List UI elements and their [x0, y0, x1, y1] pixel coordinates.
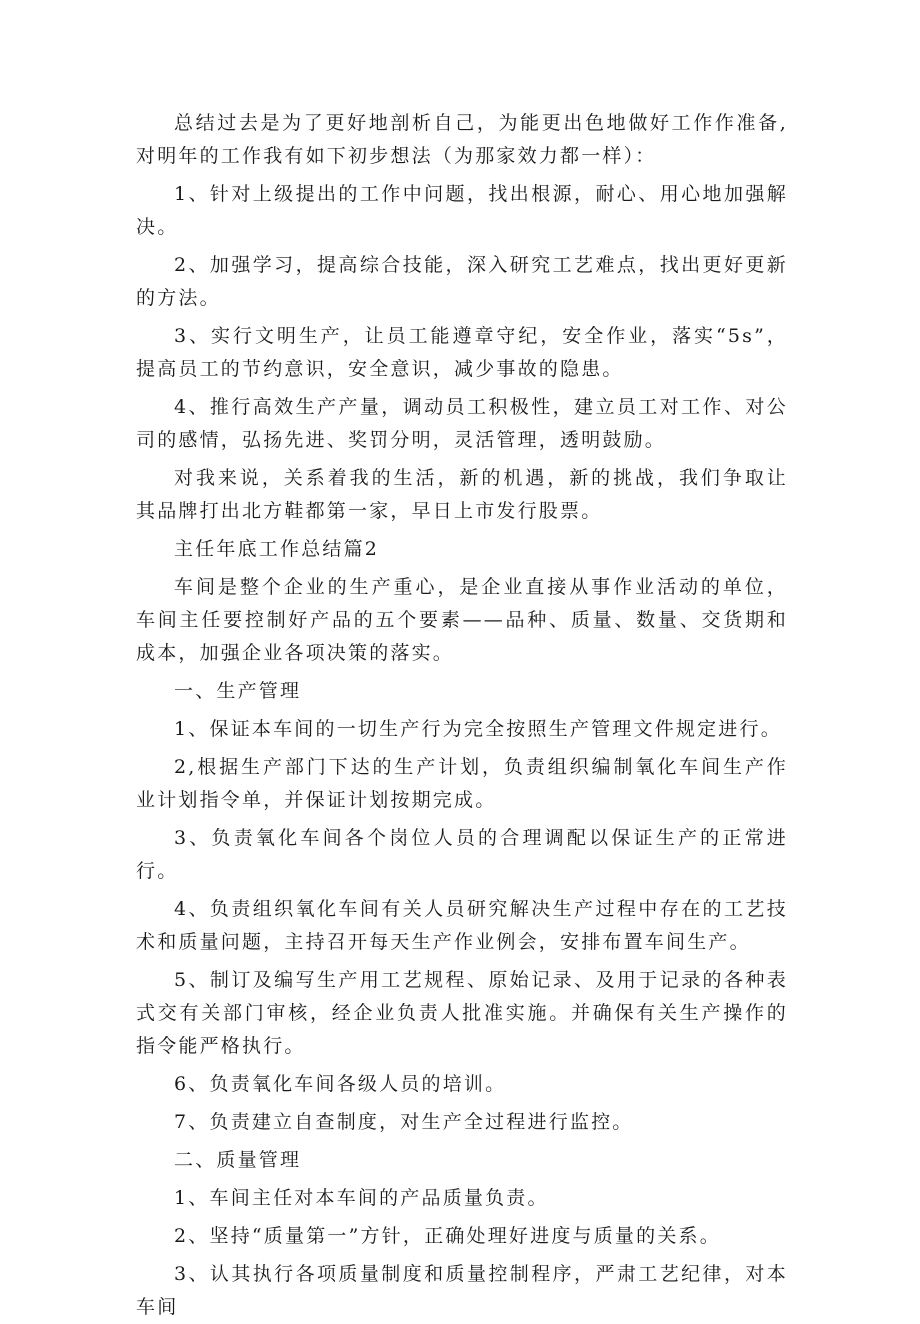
quality-item-3: 3、认其执行各项质量制度和质量控制程序，严肃工艺纪律，对本车间 — [136, 1263, 788, 1318]
list-item-1: 1、针对上级提出的工作中问题，找出根源，耐心、用心地加强解决。 — [136, 183, 788, 238]
list-item-4: 4、推行高效生产产量，调动员工积极性，建立员工对工作、对公司的感情，弘扬先进、奖罚分明，灵活管理，透明鼓励。 — [136, 396, 788, 451]
paragraph-section-intro: 车间是整个企业的生产重心，是企业直接从事作业活动的单位，车间主任要控制好产品的五个要素——品种、质量、数量、交货期和成本，加强企业各项决策的落实。 — [136, 576, 788, 664]
document-body — [136, 107, 788, 1324]
subheading-quality-management: 二、质量管理 — [174, 1149, 302, 1171]
production-item-3: 3、负责氧化车间各个岗位人员的合理调配以保证生产的正常进行。 — [136, 827, 788, 882]
production-item-5: 5、制订及编写生产用工艺规程、原始记录、及用于记录的各种表式交有关部门审核，经企业负责人批准实施。并确保有关生产操作的指令能严格执行。 — [136, 969, 788, 1057]
paragraph-closing: 对我来说，关系着我的生活，新的机遇，新的挑战，我们争取让其品牌打出北方鞋都第一家，早日上市发行股票。 — [136, 467, 788, 522]
list-item-3: 3、实行文明生产，让员工能遵章守纪，安全作业，落实“5s”，提高员工的节约意识，安全意识，减少事故的隐患。 — [136, 325, 788, 380]
production-item-6: 6、负责氧化车间各级人员的培训。 — [174, 1073, 507, 1095]
production-item-2: 2,根据生产部门下达的生产计划，负责组织编制氧化车间生产作业计划指令单，并保证计划按期完成。 — [136, 756, 788, 811]
production-item-4: 4、负责组织氧化车间有关人员研究解决生产过程中存在的工艺技术和质量问题，主持召开每天生产作业例会，安排布置车间生产。 — [136, 898, 788, 953]
quality-item-1: 1、车间主任对本车间的产品质量负责。 — [174, 1187, 549, 1209]
list-item-2: 2、加强学习，提高综合技能，深入研究工艺难点，找出更好更新的方法。 — [136, 254, 788, 309]
subheading-production-management: 一、生产管理 — [174, 680, 302, 702]
production-item-1: 1、保证本车间的一切生产行为完全按照生产管理文件规定进行。 — [174, 718, 782, 740]
quality-item-2: 2、坚持“质量第一”方针，正确处理好进度与质量的关系。 — [174, 1225, 721, 1247]
production-item-7: 7、负责建立自查制度，对生产全过程进行监控。 — [174, 1111, 634, 1133]
section-title: 主任年底工作总结篇2 — [174, 538, 380, 560]
paragraph-intro: 总结过去是为了更好地剖析自己，为能更出色地做好工作作准备,对明年的工作我有如下初步想法（为那家效力都一样）： — [136, 112, 788, 167]
